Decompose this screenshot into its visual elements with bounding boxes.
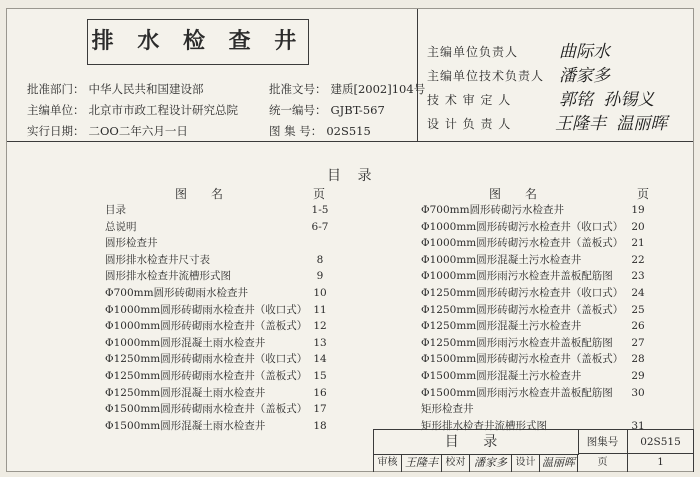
toc-entry-name: Φ1000mm圆形混凝土雨水检查井 — [105, 336, 266, 349]
toc-entry-name: 圆形检查井 — [105, 237, 158, 250]
footer-review-label: 审核 — [374, 454, 402, 472]
toc-entry — [105, 202, 345, 219]
unified-no-value: GJBT-567 — [330, 103, 385, 117]
signature-0: 曲际水 — [559, 42, 610, 62]
toc-right-col-page: 页 — [637, 187, 650, 201]
drawing-sheet — [6, 8, 694, 472]
toc-entry-page: 22 — [631, 253, 645, 266]
footer-page-label: 页 — [578, 454, 628, 472]
toc-entry — [105, 268, 345, 285]
toc-entry — [421, 219, 681, 236]
toc-entry — [421, 351, 681, 368]
toc-entry-name: Φ1000mm圆形雨污水检查井盖板配筋图 — [421, 270, 613, 283]
toc-entry-page: 16 — [313, 386, 327, 399]
toc-entry — [421, 268, 681, 285]
toc-entry — [105, 318, 345, 335]
unified-no-label: 统一编号： — [269, 103, 327, 117]
toc-entry-page: 26 — [631, 320, 645, 333]
toc-entry-page: 20 — [631, 220, 645, 233]
toc-entry — [105, 351, 345, 368]
toc-entry-name: 矩形排水检查井流槽形式图 — [421, 419, 547, 432]
sign-role-1: 主编单位技术负责人 — [427, 69, 545, 83]
toc-entry-name: Φ1250mm圆形砖砌污水检查井（盖板式） — [421, 303, 624, 316]
toc-entry-name: Φ1000mm圆形砖砌雨水检查井（盖板式） — [105, 320, 308, 333]
sign-role-2: 技 术 审 定 人 — [427, 93, 512, 107]
toc-entry-name: Φ1000mm圆形砖砌污水检查井（盖板式） — [421, 237, 624, 250]
toc-entry — [421, 235, 681, 252]
footer-atlas-label: 图集号 — [578, 430, 628, 454]
toc-entry — [421, 401, 681, 418]
footer-page-value: 1 — [628, 454, 694, 472]
title-block-left — [7, 9, 426, 141]
approver-value: 中华人民共和国建设部 — [88, 82, 204, 96]
footer-design-sign: 温丽晖 — [540, 454, 578, 472]
editor-row — [27, 102, 238, 118]
toc-entry-page: 1-5 — [311, 204, 329, 216]
date-value: 二OO二年六月一日 — [88, 124, 188, 138]
toc-entry — [421, 318, 681, 335]
toc-entry-page: 19 — [631, 204, 645, 216]
toc-entry-name: Φ1250mm圆形混凝土污水检查井 — [421, 320, 582, 333]
toc-entry-page: 6-7 — [311, 220, 329, 233]
toc-entry-name: Φ1000mm圆形砖砌污水检查井（收口式） — [421, 220, 624, 233]
toc-entry-name: 总说明 — [105, 220, 137, 233]
footer-check-label: 校对 — [442, 454, 470, 472]
footer-review-sign: 王隆丰 — [402, 454, 442, 472]
toc-entry — [105, 401, 345, 418]
sign-role-0: 主编单位负责人 — [427, 45, 519, 59]
toc-entry-page: 8 — [316, 253, 324, 266]
toc-entry-name: 矩形检查井 — [421, 403, 474, 416]
page-title: 排 水 检 查 井 — [87, 19, 309, 65]
toc-entry-page: 27 — [631, 336, 645, 349]
footer-title-block — [373, 429, 694, 472]
toc-entry-name: Φ1500mm圆形雨污水检查井盖板配筋图 — [421, 386, 613, 399]
toc-entry-name: Φ1250mm圆形砖砌污水检查井（收口式） — [421, 286, 624, 299]
toc-entry-name: Φ700mm圆形砖砌雨水检查井 — [105, 286, 249, 299]
toc-entry-page: 13 — [313, 336, 327, 349]
toc-right-col-name: 图 名 — [489, 187, 538, 201]
toc-entry-page: 9 — [316, 270, 324, 283]
sign-role-3: 设 计 负 责 人 — [427, 117, 512, 131]
toc-entry — [421, 368, 681, 385]
signature-1: 潘家多 — [559, 66, 610, 86]
toc-entry — [105, 302, 345, 319]
editor-label: 主编单位： — [27, 103, 85, 117]
toc-entry-name: Φ700mm圆形砖砌污水检查井 — [421, 204, 565, 216]
toc-entry — [421, 385, 681, 402]
toc-entry-page: 10 — [313, 286, 327, 299]
toc-entry-name: Φ1250mm圆形砖砌雨水检查井（收口式） — [105, 353, 308, 366]
toc-entry — [105, 335, 345, 352]
toc-entry — [421, 285, 681, 302]
approval-no-label: 批准文号： — [269, 82, 327, 96]
toc-entry-page: 28 — [631, 353, 645, 366]
toc-entry-page: 23 — [631, 270, 645, 283]
toc-entry-name: Φ1250mm圆形雨污水检查井盖板配筋图 — [421, 336, 613, 349]
toc-entry — [105, 252, 345, 269]
toc-left-list — [105, 202, 345, 434]
toc-entry-page: 18 — [313, 419, 327, 432]
toc-entry-page: 12 — [313, 320, 327, 333]
toc-entry — [421, 335, 681, 352]
editor-value: 北京市市政工程设计研究总院 — [88, 103, 238, 117]
footer-title: 目 录 — [374, 430, 579, 455]
toc-entry-name: Φ1000mm圆形砖砌雨水检查井（收口式） — [105, 303, 308, 316]
toc-entry-page: 25 — [631, 303, 645, 316]
toc-entry-page: 24 — [631, 286, 645, 299]
toc-entry-name: Φ1000mm圆形混凝土污水检查井 — [421, 253, 582, 266]
footer-design-label: 设计 — [512, 454, 540, 472]
toc-entry — [105, 418, 345, 435]
toc-entry-name: Φ1250mm圆形砖砌雨水检查井（盖板式） — [105, 369, 308, 382]
toc-entry-page: 14 — [313, 353, 327, 366]
toc-left-col-name: 图 名 — [175, 187, 224, 201]
toc-entry-name: 目录 — [105, 204, 126, 216]
approval-no-row — [269, 81, 425, 97]
toc-entry-name: Φ1500mm圆形砖砌污水检查井（盖板式） — [421, 353, 624, 366]
approver-label: 批准部门： — [27, 82, 85, 96]
footer-atlas-value: 02S515 — [628, 430, 694, 454]
toc-entry-page: 15 — [313, 369, 327, 382]
toc-entry-page: 11 — [313, 303, 327, 316]
signature-3: 王隆丰 温丽晖 — [555, 114, 668, 134]
atlas-no-row — [269, 123, 371, 139]
toc-right-list — [421, 202, 681, 434]
toc-left-col-page: 页 — [313, 187, 326, 201]
toc-entry-name: Φ1500mm圆形混凝土污水检查井 — [421, 369, 582, 382]
toc-entry-page: 21 — [631, 237, 645, 250]
toc-entry — [421, 302, 681, 319]
atlas-no-label: 图 集 号： — [269, 124, 323, 138]
signature-2: 郭铭 孙锡义 — [559, 90, 655, 110]
date-label: 实行日期： — [27, 124, 85, 138]
toc-title: 目 录 — [327, 168, 378, 184]
toc-entry-name: 圆形排水检查井尺寸表 — [105, 253, 210, 266]
toc-entry — [105, 385, 345, 402]
toc-entry-name: 圆形排水检查井流槽形式图 — [105, 270, 231, 283]
title-block — [7, 9, 693, 142]
toc-entry-page: 29 — [631, 369, 645, 382]
date-row — [27, 123, 188, 139]
toc-entry — [421, 202, 681, 219]
toc-entry-name: Φ1500mm圆形砖砌雨水检查井（盖板式） — [105, 403, 308, 416]
toc-entry — [105, 285, 345, 302]
footer-check-sign: 潘家多 — [470, 454, 512, 472]
table-of-contents — [7, 141, 693, 471]
toc-entry — [105, 235, 345, 252]
toc-entry-name: Φ1500mm圆形混凝土雨水检查井 — [105, 419, 266, 432]
approver-row — [27, 81, 204, 97]
toc-entry-page: 17 — [313, 403, 327, 416]
unified-no-row — [269, 102, 385, 118]
approval-no-value: 建质[2002]104号 — [330, 82, 426, 96]
toc-entry — [105, 368, 345, 385]
toc-entry-page: 30 — [631, 386, 645, 399]
toc-entry — [421, 252, 681, 269]
toc-entry-name: Φ1250mm圆形混凝土雨水检查井 — [105, 386, 266, 399]
atlas-no-value: 02S515 — [326, 124, 371, 138]
toc-entry — [105, 219, 345, 236]
toc-entry-page: 31 — [631, 419, 645, 432]
